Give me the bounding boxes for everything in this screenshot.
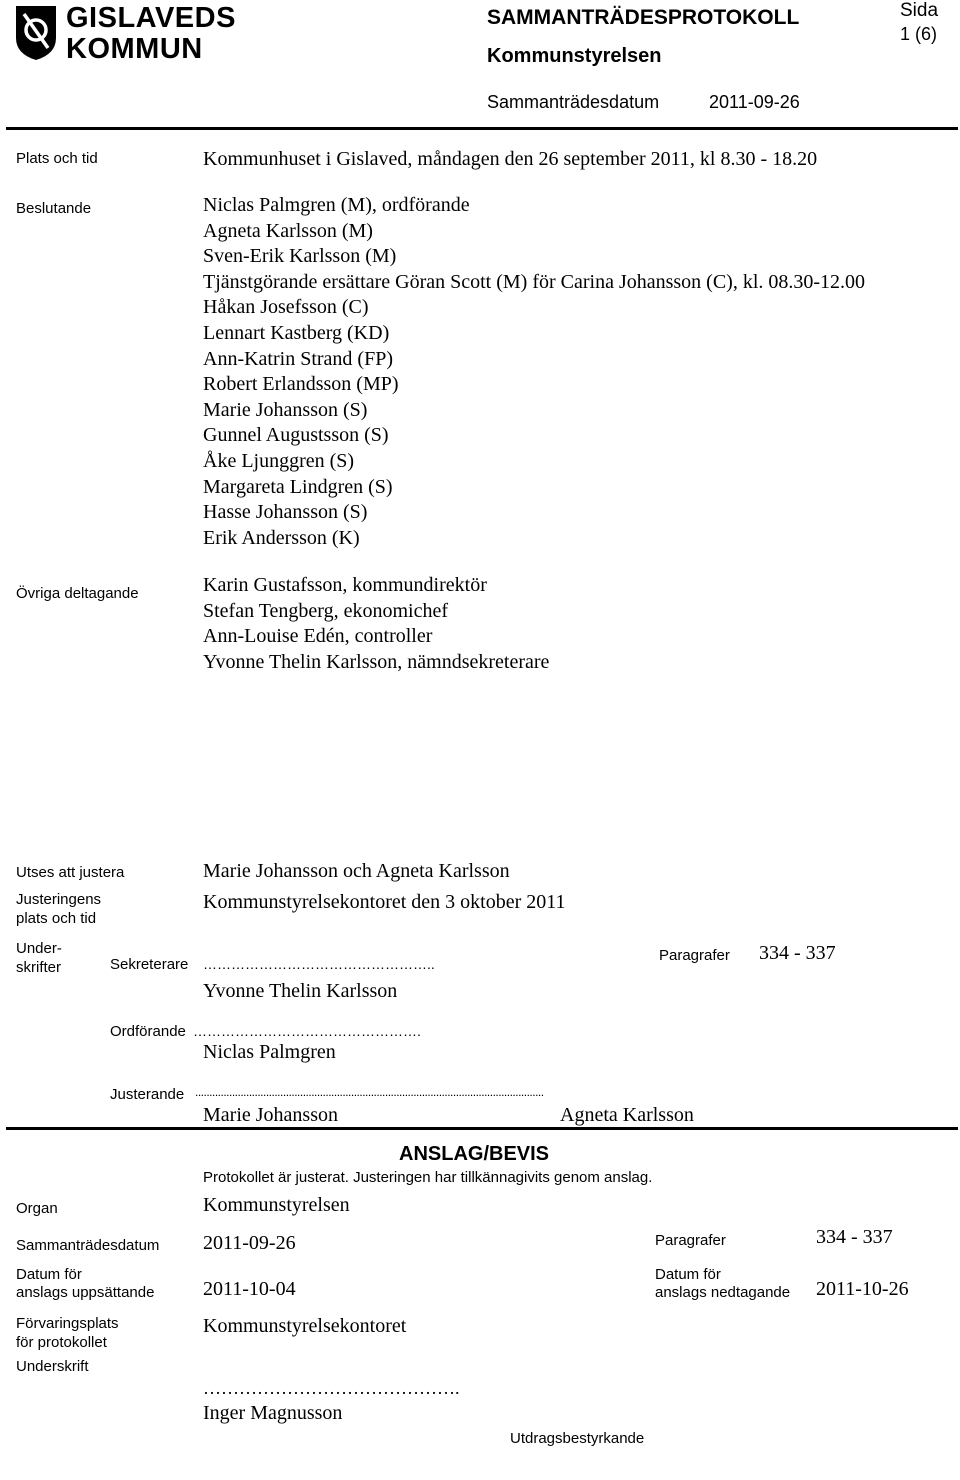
removed-value: 2011-10-26 <box>816 1278 909 1300</box>
other-participant: Ann-Louise Edén, controller <box>203 625 433 648</box>
notice-paragraphs-value: 334 - 337 <box>816 1226 893 1248</box>
deciding-member: Marie Johansson (S) <box>203 398 368 421</box>
paragraphs-value: 334 - 337 <box>759 942 836 964</box>
other-participant: Yvonne Thelin Karlsson, nämndsekreterare <box>203 650 550 673</box>
signatures-label-2: skrifter <box>16 959 61 976</box>
deciding-member: Ann-Katrin Strand (FP) <box>203 347 393 370</box>
other-participant: Stefan Tengberg, ekonomichef <box>203 599 449 622</box>
page-label: Sida <box>900 0 939 21</box>
storage-value: Kommunstyrelsekontoret <box>203 1315 407 1337</box>
document-title: SAMMANTRÄDESPROTOKOLL <box>487 6 800 29</box>
adjuster-signature-line: ........................................................................................................................... <box>195 1085 544 1099</box>
deciding-member: Lennart Kastberg (KD) <box>203 321 390 344</box>
municipality-logo <box>14 4 244 66</box>
notice-rule <box>6 1127 958 1130</box>
place-label: Plats och tid <box>16 150 98 167</box>
adjust-place-label-2: plats och tid <box>16 910 97 927</box>
others-label: Övriga deltagande <box>16 585 139 602</box>
deciding-list <box>203 193 865 551</box>
coat-of-arms-icon <box>14 4 58 62</box>
deciding-member: Niclas Palmgren (M), ordförande <box>203 194 470 216</box>
adjuster-name-1: Marie Johansson <box>203 1104 338 1126</box>
deciding-label: Beslutande <box>16 200 92 217</box>
adjusters-chosen-label: Utses att justera <box>16 864 125 881</box>
deciding-member: Åke Ljunggren (S) <box>203 449 355 472</box>
secretary-signature-line: ………………………………………….. <box>203 956 435 972</box>
deciding-member: Robert Erlandsson (MP) <box>203 373 399 396</box>
other-participant: Karin Gustafsson, kommundirektör <box>203 574 487 596</box>
posted-value: 2011-10-04 <box>203 1278 296 1300</box>
header-rule <box>6 127 958 130</box>
notice-meeting-date-label: Sammanträdesdatum <box>16 1237 160 1254</box>
logo-line-2: KOMMUN <box>66 33 203 65</box>
header-date-label: Sammanträdesdatum <box>487 92 660 112</box>
posted-label-1: Datum för <box>16 1266 82 1283</box>
secretary-name: Yvonne Thelin Karlsson <box>203 980 398 1002</box>
secretary-label: Sekreterare <box>110 956 189 973</box>
storage-label-1: Förvaringsplats <box>16 1315 119 1332</box>
removed-label-1: Datum för <box>655 1266 721 1283</box>
chair-name: Niclas Palmgren <box>203 1041 336 1063</box>
notice-signature-name: Inger Magnusson <box>203 1402 343 1424</box>
chair-label: Ordförande <box>110 1023 186 1040</box>
deciding-member: Hasse Johansson (S) <box>203 501 368 524</box>
chair-signature-line: …………………………………………. <box>193 1023 421 1039</box>
notice-signature-line: ……………………………………. <box>203 1378 460 1398</box>
header-date-value: 2011-09-26 <box>709 92 800 112</box>
others-list <box>203 573 549 675</box>
organ-label: Organ <box>16 1200 58 1217</box>
organ-value: Kommunstyrelsen <box>203 1194 350 1216</box>
signature-label: Underskrift <box>16 1358 89 1375</box>
deciding-member: Sven-Erik Karlsson (M) <box>203 245 397 268</box>
notice-paragraphs-label: Paragrafer <box>655 1232 726 1249</box>
paragraphs-label: Paragrafer <box>659 947 730 964</box>
storage-label-2: för protokollet <box>16 1334 107 1351</box>
adjust-place-label-1: Justeringens <box>16 891 102 908</box>
adjusters-chosen-value: Marie Johansson och Agneta Karlsson <box>203 860 510 882</box>
adjuster-name-2: Agneta Karlsson <box>560 1104 694 1126</box>
page-number: 1 (6) <box>900 24 938 44</box>
adjust-place-value: Kommunstyrelsekontoret den 3 oktober 2011 <box>203 891 566 913</box>
deciding-member: Erik Andersson (K) <box>203 526 360 549</box>
deciding-member: Agneta Karlsson (M) <box>203 219 373 242</box>
logo-line-1: GISLAVEDS <box>66 2 236 34</box>
signatures-label-1: Under- <box>16 940 62 957</box>
notice-text: Protokollet är justerat. Justeringen har tillkännagivits genom anslag. <box>203 1169 653 1186</box>
header-body-name: Kommunstyrelsen <box>487 45 662 67</box>
place-value: Kommunhuset i Gislaved, måndagen den 26 september 2011, kl 8.30 - 18.20 <box>203 148 818 170</box>
deciding-member: Håkan Josefsson (C) <box>203 296 369 319</box>
deciding-member: Tjänstgörande ersättare Göran Scott (M) för Carina Johansson (C), kl. 08.30-12.00 <box>203 270 866 293</box>
certify-label: Utdragsbestyrkande <box>510 1430 645 1447</box>
deciding-member: Gunnel Augustsson (S) <box>203 424 389 447</box>
removed-label-2: anslags nedtagande <box>655 1284 791 1301</box>
deciding-member: Margareta Lindgren (S) <box>203 475 393 498</box>
notice-meeting-date-value: 2011-09-26 <box>203 1232 296 1254</box>
adjuster-label: Justerande <box>110 1086 185 1103</box>
notice-title: ANSLAG/BEVIS <box>399 1143 550 1165</box>
posted-label-2: anslags uppsättande <box>16 1284 155 1301</box>
